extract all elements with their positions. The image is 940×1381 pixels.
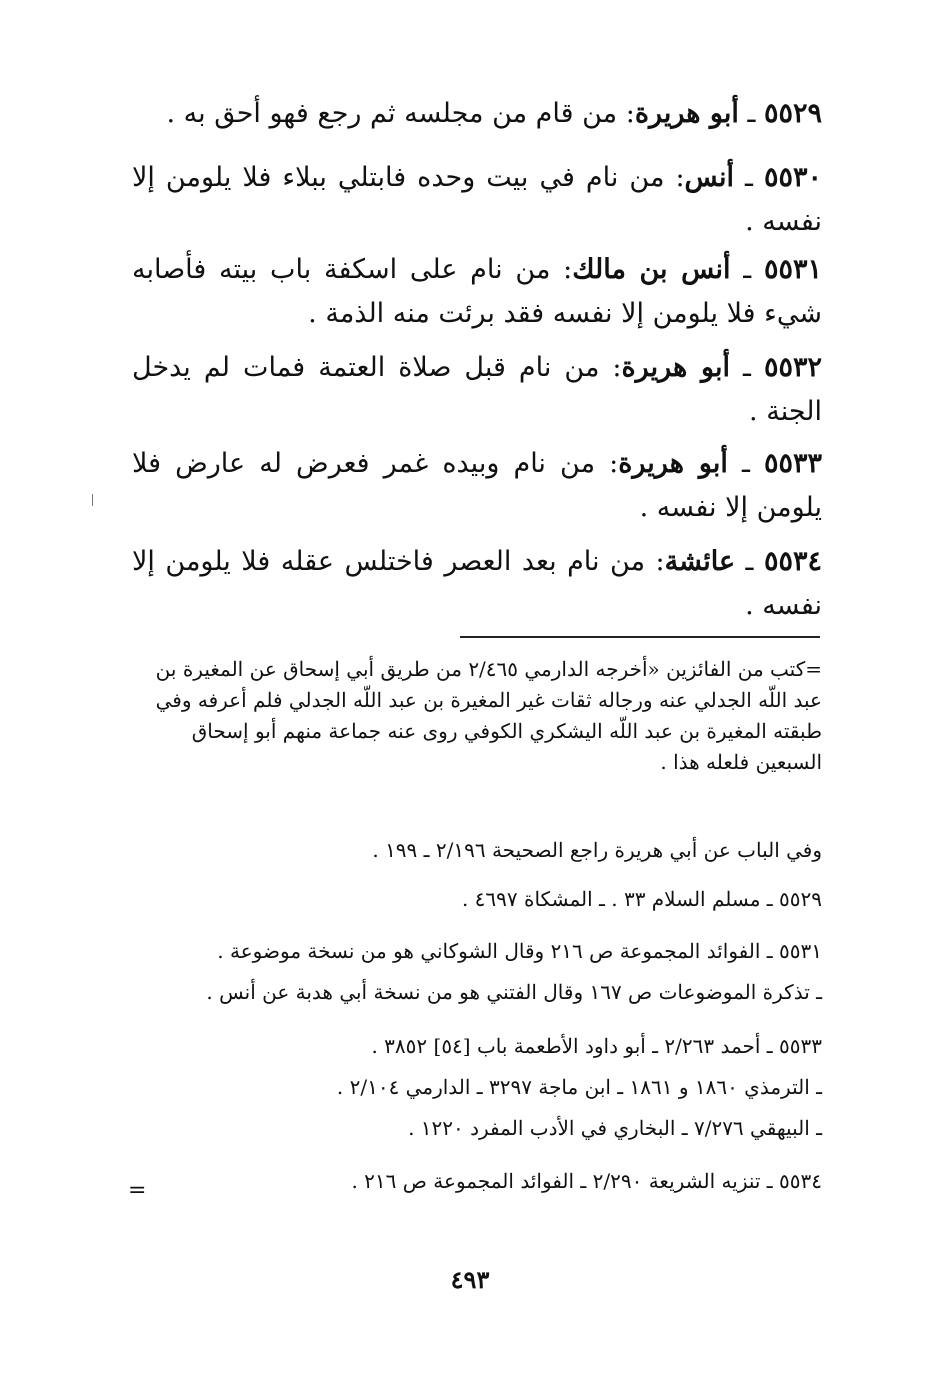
hadith-entry-5533: ٥٥٣٣ ـ أبو هريرة: من نام وبيده غمر فعرض له عارض فلا يلومن إلا نفسه . bbox=[132, 448, 822, 523]
footnote-line: ٥٥٢٩ ـ مسلم السلام ٣٣ . ـ المشكاة ٤٦٩٧ . bbox=[461, 887, 822, 911]
footnote-line: ٥٥٣١ ـ الفوائد المجموعة ص ٢١٦ وقال الشوكاني هو من نسخة موضوعة . bbox=[217, 939, 822, 963]
hadith-number: ٥٥٣٤ bbox=[763, 546, 822, 577]
hadith-text: : من قام من مجلسه ثم رجع فهو أحق به . bbox=[166, 98, 635, 129]
footnote-line: وفي الباب عن أبي هريرة راجع الصحيحة ٢/١٩٦ ـ ١٩٩ . bbox=[372, 838, 822, 862]
hadith-number: ٥٥٣٣ bbox=[763, 448, 822, 479]
footnote-line: ـ تذكرة الموضوعات ص ١٦٧ وقال الفتني هو من نسخة أبي هدبة عن أنس . bbox=[206, 980, 822, 1004]
hadith-text: : من نام في بيت وحده فابتلي ببلاء فلا يلومن إلا نفسه . bbox=[132, 162, 822, 237]
hadith-text: : من نام وبيده غمر فعرض له عارض فلا يلومن إلا نفسه . bbox=[132, 448, 822, 523]
hadith-entry-5532: ٥٥٣٢ ـ أبو هريرة: من نام قبل صلاة العتمة فمات لم يدخل الجنة . bbox=[132, 352, 822, 427]
hadith-entry-5531: ٥٥٣١ ـ أنس بن مالك: من نام على اسكفة باب بيته فأصابه شيء فلا يلومن إلا نفسه فقد برئت منه الذمة . bbox=[132, 254, 822, 329]
footnote-divider bbox=[460, 636, 820, 638]
hadith-narrator: أبو هريرة bbox=[618, 448, 728, 479]
hadith-number: ٥٥٣٢ bbox=[763, 352, 822, 383]
hadith-number: ٥٥٢٩ bbox=[763, 98, 822, 129]
hadith-number: ٥٥٣٠ bbox=[763, 162, 822, 193]
footnote-line: ٥٥٣٤ ـ تنزيه الشريعة ٢/٢٩٠ ـ الفوائد المجموعة ص ٢١٦ . bbox=[351, 1169, 822, 1193]
hadith-narrator: أبو هريرة bbox=[634, 98, 739, 129]
scan-mark bbox=[92, 494, 95, 506]
footnote-line: ٥٥٣٣ ـ أحمد ٢/٢٦٣ ـ أبو داود الأطعمة باب [٥٤] ٣٨٥٢ . bbox=[371, 1034, 822, 1058]
hadith-narrator: أبو هريرة bbox=[621, 352, 731, 383]
hadith-entry-5530: ٥٥٣٠ ـ أنس: من نام في بيت وحده فابتلي ببلاء فلا يلومن إلا نفسه . bbox=[132, 162, 822, 237]
footnote-line: ـ البيهقي ٧/٢٧٦ ـ البخاري في الأدب المفرد ١٢٢٠ . bbox=[408, 1116, 822, 1140]
hadith-text: : من نام على اسكفة باب بيته فأصابه شيء فلا يلومن إلا نفسه فقد برئت منه الذمة . bbox=[132, 254, 822, 329]
hadith-narrator: عائشة bbox=[664, 546, 736, 577]
continuation-mark: = bbox=[128, 1178, 147, 1203]
hadith-text: : من نام بعد العصر فاختلس عقله فلا يلومن إلا نفسه . bbox=[132, 546, 822, 621]
page-number: ٤٩٣ bbox=[450, 1265, 490, 1294]
footnote-continuation: =كتب من الفائزين «أخرجه الدارمي ٢/٤٦٥ من طريق أبي إسحاق عن المغيرة بن عبد اللّه الجدلي عنه ورجاله ثقات غير المغيرة بن عبد اللّه الجدلي فلم أعرفه وفي طبقته المغيرة بن عبد اللّه اليشكري الكوفي روى عنه جماعة منهم أبو إسحاق السبعين فلعله هذا . bbox=[155, 657, 822, 774]
hadith-entry-5534: ٥٥٣٤ ـ عائشة: من نام بعد العصر فاختلس عقله فلا يلومن إلا نفسه . bbox=[132, 546, 822, 621]
hadith-narrator: أنس bbox=[684, 162, 734, 193]
hadith-narrator: أنس بن مالك bbox=[572, 254, 731, 285]
hadith-number: ٥٥٣١ bbox=[763, 254, 822, 285]
hadith-text: : من نام قبل صلاة العتمة فمات لم يدخل الجنة . bbox=[132, 352, 822, 427]
hadith-entry-5529: ٥٥٢٩ ـ أبو هريرة: من قام من مجلسه ثم رجع فهو أحق به . bbox=[166, 98, 822, 129]
footnote-line: ـ الترمذي ١٨٦٠ و ١٨٦١ ـ ابن ماجة ٣٢٩٧ ـ الدارمي ٢/١٠٤ . bbox=[336, 1075, 822, 1099]
